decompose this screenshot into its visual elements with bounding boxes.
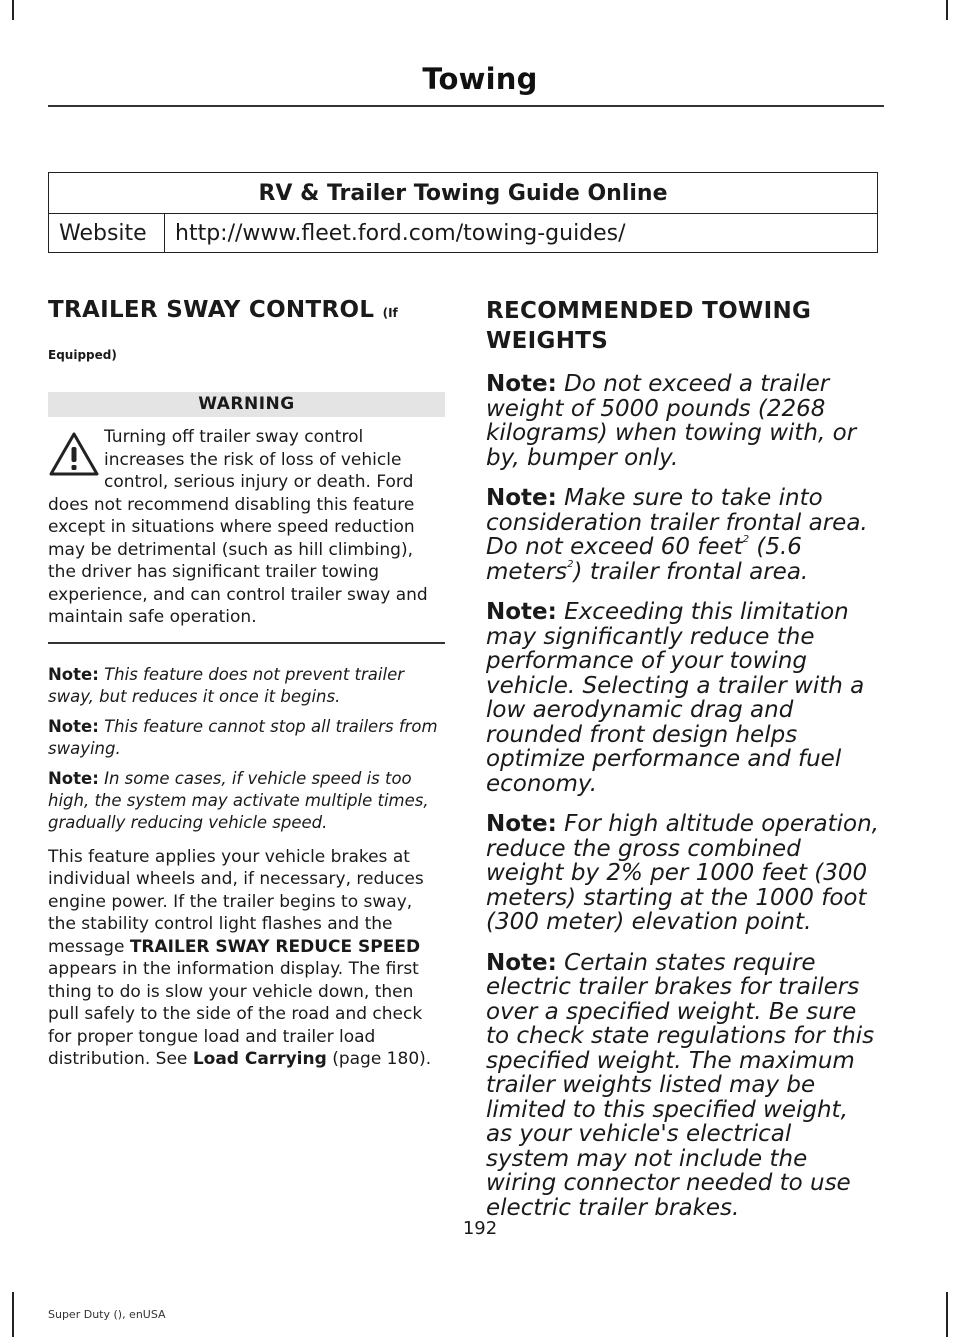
warning-text: Turning off trailer sway control increases the risk of loss of vehicle control, serious injury or death. Ford does not recommend disabling this feature except in situations where speed reduction may be detrimental (such as hill climbing), the driver has significant trailer towing experience, and can control trailer sway and maintain safe operation.	[48, 427, 428, 627]
left-column	[48, 296, 445, 1071]
warning-triangle-icon	[48, 430, 100, 478]
crop-mark-top-right-v	[946, 0, 948, 20]
table-header-row	[49, 173, 878, 214]
section-heading-qualifier: Equipped)	[48, 348, 117, 362]
body-paragraph: This feature applies your vehicle brakes at individual wheels and, if necessary, reduces engine power. If the trailer begins to sway, the stability control light flashes and the message TRAILER SWAY REDUCE SPEED appears in the information display. The first thing to do is slow your vehicle down, then pull safely to the side of the road and check for proper tongue load and trailer load distribution. See Load Carrying (page 180).	[48, 846, 432, 1069]
crop-mark-bottom-right-v	[946, 1292, 948, 1337]
note-3: Note: Exceeding this limitation may significantly reduce the performance of your towing vehicle. Selecting a trailer with a low aerodynamic drag and rounded front design helps optimize performance and fuel economy.	[486, 599, 865, 797]
note-5: Note: Certain states require electric trailer brakes for trailers over a specified weight. Be sure to check state regulations for this specified weight. The maximum trailer weights listed may be limited to this specified weight, as your vehicle's electrical system may not include the wiring connector needed to use electric trailer brakes.	[486, 949, 875, 1221]
crop-mark-bottom-left-v	[12, 1292, 14, 1337]
towing-guide-table	[48, 172, 878, 253]
note-1: Note: This feature does not prevent trailer sway, but reduces it once it begins.	[48, 664, 405, 706]
page-title: Towing	[422, 62, 538, 96]
crop-mark-top-left-v	[12, 0, 14, 20]
note-4: Note: For high altitude operation, reduce the gross combined weight by 2% per 1000 feet (300 meters) starting at the 1000 foot (300 meter) elevation point.	[486, 811, 879, 935]
note-1: Note: Do not exceed a trailer weight of 5000 pounds (2268 kilograms) when towing with, or by, bumper only.	[486, 371, 857, 471]
right-column	[486, 296, 880, 1220]
load-carrying-link[interactable]: Load Carrying	[192, 1049, 327, 1069]
table-row	[49, 214, 878, 253]
note-3: Note: In some cases, if vehicle speed is too high, the system may activate multiple times, gradually reducing vehicle speed.	[48, 768, 429, 832]
note-2: Note: This feature cannot stop all trailers from swaying.	[48, 716, 438, 758]
page-number: 192	[462, 1218, 498, 1239]
warning-block	[48, 426, 445, 629]
footer-text: Super Duty (), enUSA	[48, 1308, 166, 1321]
section-heading-trailer-sway: TRAILER SWAY CONTROL (If	[48, 297, 398, 323]
section-heading-towing-weights: RECOMMENDED TOWING WEIGHTS	[486, 298, 812, 354]
header-divider	[48, 105, 884, 107]
table-title: RV & Trailer Towing Guide Online	[49, 173, 878, 214]
table-cell-url[interactable]: http://www.fleet.ford.com/towing-guides/	[165, 214, 878, 253]
table-cell-label: Website	[49, 214, 165, 253]
warning-divider	[48, 642, 445, 644]
note-2: Note: Make sure to take into consideration trailer frontal area. Do not exceed 60 feet$^2$ (5.6 meters$^2$) trailer frontal area.	[486, 485, 868, 585]
warning-banner: WARNING	[48, 392, 445, 417]
message-text: TRAILER SWAY REDUCE SPEED	[129, 936, 421, 957]
